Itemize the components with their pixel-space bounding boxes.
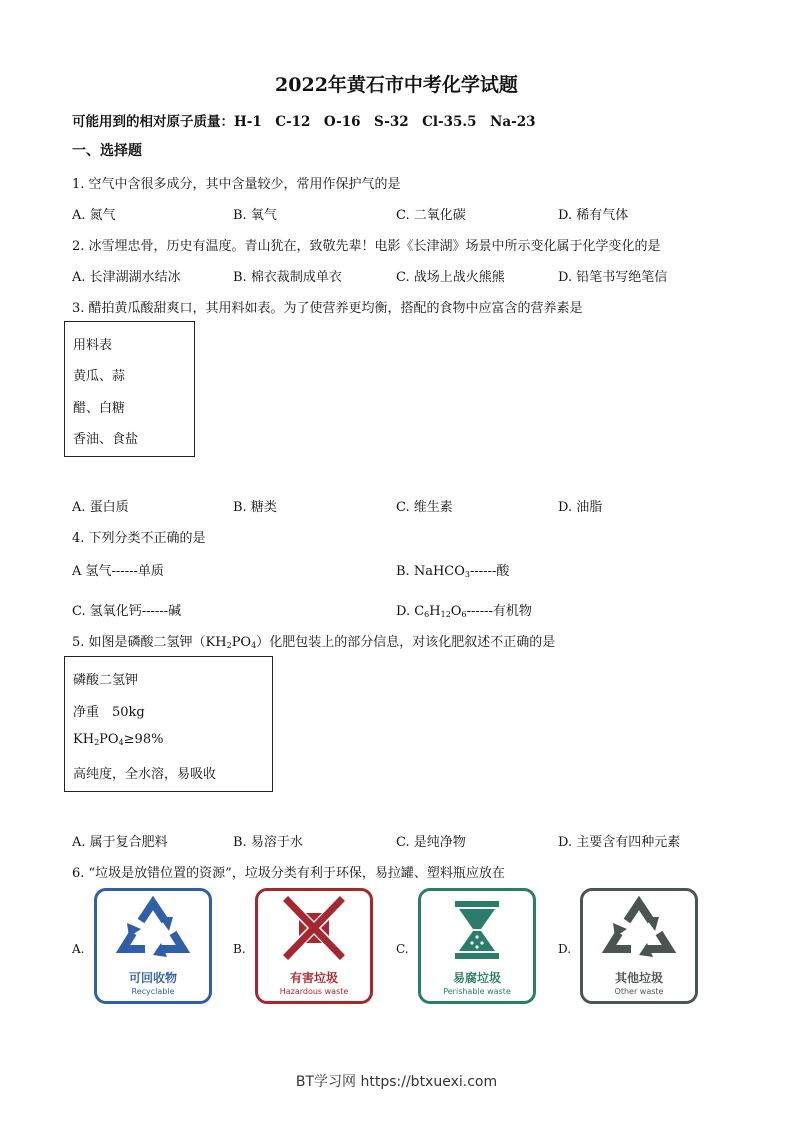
bin-label-en: Other waste xyxy=(614,987,664,996)
q3-option-c: C. 维生素 xyxy=(396,500,453,515)
bin-label-cn: 有害垃圾 xyxy=(289,971,338,985)
other-waste-bin-sign xyxy=(580,888,698,1004)
table-line: 用料表 xyxy=(73,338,113,353)
q2-option-b: B. 棉衣裁制成单衣 xyxy=(233,270,342,285)
question-2-stem: 2. 冰雪埋忠骨，历史有温度。青山犹在，致敬先辈！电影《长津湖》场景中所示变化属于化学变化的是 xyxy=(72,239,661,254)
question-4-stem: 4. 下列分类不正确的是 xyxy=(72,531,206,546)
q5-option-b: B. 易溶于水 xyxy=(233,835,303,850)
section-heading: 一、选择题 xyxy=(72,143,142,159)
q1-option-d: D. 稀有气体 xyxy=(558,208,629,223)
question-5-stem: 5. 如图是磷酸二氢钾$(KH_2PO_4)$化肥包装上的部分信息，对该化肥叙述不正确的是 xyxy=(72,635,556,650)
hazardous-bin-sign xyxy=(255,888,373,1004)
q4-option-b: B. NaHCO$_3$------酸 xyxy=(396,564,510,579)
question-3-stem: 3. 醋拍黄瓜酸甜爽口，其用料如表。为了使营养更均衡，搭配的食物中应富含的营养素是 xyxy=(72,301,583,316)
label-line: 净重 50kg xyxy=(73,705,145,720)
bin-label-cn: 可回收物 xyxy=(128,971,177,985)
q3-option-b: B. 糖类 xyxy=(233,500,277,515)
q4-option-c: C. 氢氧化钙------碱 xyxy=(72,604,182,619)
table-line: 醋、白糖 xyxy=(73,401,126,416)
q4-option-a: A 氢气------单质 xyxy=(72,564,164,579)
q3-option-a: A. 蛋白质 xyxy=(72,500,129,515)
bin-label-cn: 其他垃圾 xyxy=(614,971,663,985)
q1-option-c: C. 二氧化碳 xyxy=(396,208,466,223)
q4-option-d: D. $C_6H_{12}O_6------$有机物 xyxy=(396,604,532,619)
hourglass-icon xyxy=(421,891,533,969)
q5-option-c: C. 是纯净物 xyxy=(396,835,466,850)
q6-option-letter: B. xyxy=(233,942,246,956)
bin-label-cn: 易腐垃圾 xyxy=(452,971,501,985)
recyclable-bin-sign xyxy=(94,888,212,1004)
bin-label-en: Perishable waste xyxy=(443,987,511,996)
q2-option-d: D. 铅笔书写绝笔信 xyxy=(558,270,668,285)
bin-label-en: Hazardous waste xyxy=(279,987,349,996)
bin-label-en: Recyclable xyxy=(131,987,175,996)
perishable-bin-sign xyxy=(418,888,536,1004)
hazard-cross-icon xyxy=(258,891,370,969)
q1-option-a: A. 氮气 xyxy=(72,208,116,223)
recycle-icon xyxy=(583,891,695,969)
table-line: 黄瓜、蒜 xyxy=(73,369,126,384)
question-6-stem: 6. “垃圾是放错位置的资源”，垃圾分类有利于环保，易拉罐、塑料瓶应放在 xyxy=(72,866,505,881)
q6-option-letter: C. xyxy=(396,942,409,956)
q5-option-a: A. 属于复合肥料 xyxy=(72,835,168,850)
q2-option-c: C. 战场上战火熊熊 xyxy=(396,270,505,285)
table-line: 香油、食盐 xyxy=(73,432,139,447)
q6-option-letter: A. xyxy=(72,942,85,956)
recycle-icon xyxy=(97,891,209,969)
q5-option-d: D. 主要含有四种元素 xyxy=(558,835,681,850)
footer-watermark[interactable]: BT学习网 https://btxuexi.com xyxy=(295,1074,498,1090)
q3-option-d: D. 油脂 xyxy=(558,500,603,515)
q2-option-a: A. 长津湖湖水结冰 xyxy=(72,270,181,285)
label-line: $KH_2PO_4\ge 98\%$ xyxy=(73,732,164,747)
question-1-stem: 1. 空气中含很多成分，其中含量较少，常用作保护气的是 xyxy=(72,177,401,192)
q6-option-letter: D. xyxy=(558,942,572,956)
ingredient-table xyxy=(64,321,195,457)
page-title: 2022年黄石市中考化学试题 xyxy=(275,74,518,96)
fertilizer-label xyxy=(64,656,273,792)
label-line: 高纯度，全水溶，易吸收 xyxy=(73,767,217,782)
label-line: 磷酸二氢钾 xyxy=(73,673,139,688)
atomic-masses: 可能用到的相对原子质量：H-1 C-12 O-16 S-32 Cl-35.5 Na-23 xyxy=(72,114,536,130)
q1-option-b: B. 氧气 xyxy=(233,208,277,223)
